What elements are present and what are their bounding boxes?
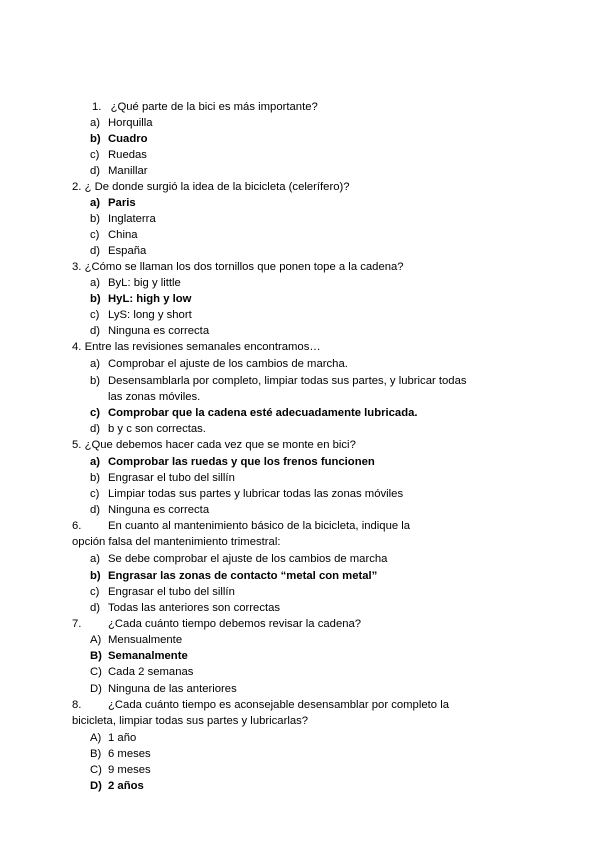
option-text: Semanalmente [108,650,188,662]
option-text: Cada 2 semanas [108,666,194,678]
question-text: bicicleta, limpiar todas sus partes y lubricarlas? [72,715,309,727]
option-label: d) [90,325,101,337]
question-number: 8. [72,699,82,711]
option-text: Engrasar las zonas de contacto “metal con metal” [108,570,378,582]
option-label: a) [90,197,101,209]
option-label: c) [90,407,101,419]
option-text: las zonas móviles. [108,391,201,403]
option-label: a) [90,456,101,468]
question-number: 6. [72,520,82,532]
option-text: España [108,245,147,257]
option-text: Se debe comprobar el ajuste de los cambios de marcha [108,553,388,565]
option-text: Ninguna es correcta [108,325,210,337]
question-text: ¿ De donde surgió la idea de la bicicleta (celerífero)? [84,181,350,193]
option-label: a) [90,553,101,565]
option-text: Mensualmente [108,634,183,646]
option-label: d) [90,165,101,177]
option-text: 6 meses [108,748,151,760]
question-text: ¿Cada cuánto tiempo debemos revisar la cadena? [108,618,362,630]
option-label: d) [90,504,101,516]
option-label: A) [90,732,102,744]
option-label: b) [90,133,101,145]
option-label: D) [90,683,102,695]
option-text: Comprobar el ajuste de los cambios de marcha. [108,358,348,370]
option-text: Cuadro [108,133,148,145]
question-text: opción falsa del mantenimiento trimestral: [72,536,281,548]
question-4 [72,340,321,354]
option-label: C) [90,764,102,776]
option-label: B) [90,748,102,760]
option-label: a) [90,277,101,289]
option-text: Manillar [108,165,148,177]
question-7 [72,617,362,631]
question-number: 7. [72,618,82,630]
question-3 [72,260,404,274]
option-text: Desensamblarla por completo, limpiar todas sus partes, y lubricar todas [108,375,467,387]
option-label: c) [90,149,100,161]
option-label: b) [90,570,101,582]
option-label: b) [90,213,101,225]
option-label: C) [90,666,102,678]
question-2 [72,180,350,194]
option-text: Todas las anteriores son correctas [108,602,281,614]
option-text: China [108,229,138,241]
question-number: 2. [72,181,82,193]
question-number: 3. [72,261,82,273]
option-label: b) [90,375,101,387]
option-label: c) [90,488,100,500]
option-text: Ruedas [108,149,147,161]
question-text: ¿Cómo se llaman los dos tornillos que ponen tope a la cadena? [84,261,404,273]
question-text: Entre las revisiones semanales encontramos… [84,341,321,353]
option-text: Limpiar todas sus partes y lubricar todas las zonas móviles [108,488,404,500]
option-label: c) [90,309,100,321]
option-text: 2 años [108,780,144,792]
question-8-continuation [72,714,308,728]
option-text: Engrasar el tubo del sillín [108,586,235,598]
question-6 [72,519,411,533]
option-label: d) [90,602,101,614]
option-text: Engrasar el tubo del sillín [108,472,235,484]
option-text: Horquilla [108,117,153,129]
question-text: ¿Que debemos hacer cada vez que se monte en bici? [84,439,356,451]
question-number: 1. [92,101,102,113]
question-8 [72,698,449,712]
option-label: c) [90,586,100,598]
question-number: 5. [72,439,82,451]
question-6-continuation [72,535,280,549]
question-text: ¿Qué parte de la bici es más importante? [110,101,318,113]
option-text: ByL: big y little [108,277,181,289]
option-label: b) [90,472,101,484]
option-text: Ninguna de las anteriores [108,683,237,695]
option-label: B) [90,650,102,662]
option-label: c) [90,229,100,241]
question-text: ¿Cada cuánto tiempo es aconsejable desensamblar por completo la [108,699,449,711]
option-text: Comprobar que la cadena esté adecuadamente lubricada. [108,407,418,419]
option-text: LyS: long y short [108,309,192,321]
option-text: Inglaterra [108,213,156,225]
question-text: En cuanto al mantenimiento básico de la bicicleta, indique la [108,520,411,532]
question-5 [72,438,356,452]
option-label: A) [90,634,102,646]
option-text: 1 año [108,732,137,744]
option-text: 9 meses [108,764,151,776]
option-label: d) [90,423,101,435]
option-text: Comprobar las ruedas y que los frenos funcionen [108,456,375,468]
option-label: b) [90,293,101,305]
option-text: Ninguna es correcta [108,504,210,516]
option-label: d) [90,245,101,257]
question-number: 4. [72,341,82,353]
question-1 [92,100,318,114]
option-text: Paris [108,197,136,209]
option-text: HyL: high y low [108,293,192,305]
option-label: a) [90,358,101,370]
option-text: b y c son correctas. [108,423,206,435]
option-label: a) [90,117,101,129]
option-label: D) [90,780,102,792]
